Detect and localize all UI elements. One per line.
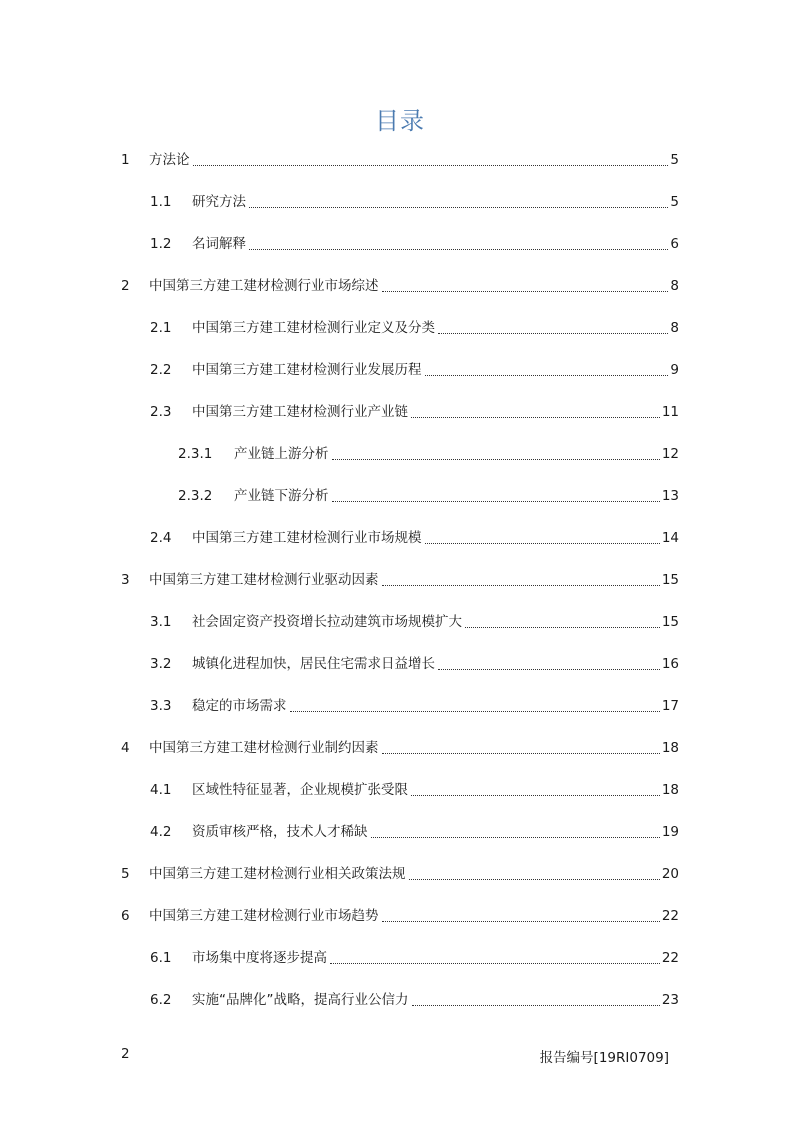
toc-dot-leader [330, 962, 660, 964]
toc-entry-label: 市场集中度将逐步提高 [192, 950, 327, 966]
toc-entry-page: 17 [661, 698, 679, 714]
toc-entry[interactable] [121, 265, 679, 307]
toc-entry-page: 5 [670, 152, 679, 168]
toc-entry-number: 5 [121, 866, 130, 882]
toc-entry-page: 19 [661, 824, 679, 840]
toc-entry-number: 3.1 [150, 614, 172, 630]
toc-dot-leader [411, 416, 660, 418]
toc-entry-page: 6 [670, 236, 679, 252]
toc-dot-leader [425, 542, 660, 544]
toc-entry-label: 名词解释 [192, 236, 246, 252]
toc-entry-page: 5 [670, 194, 679, 210]
toc-entry-label: 城镇化进程加快，居民住宅需求日益增长 [192, 656, 435, 672]
toc-entry[interactable] [150, 769, 679, 811]
toc-entry-label: 中国第三方建工建材检测行业市场综述 [149, 278, 379, 294]
toc-entry[interactable] [121, 853, 679, 895]
toc-entry[interactable] [150, 979, 679, 1021]
toc-entry-label: 中国第三方建工建材检测行业相关政策法规 [149, 866, 406, 882]
toc-dot-leader [438, 332, 668, 334]
footer-report-id: 报告编号[19RI0709] [539, 1050, 669, 1066]
toc-entry-label: 中国第三方建工建材检测行业产业链 [192, 404, 408, 420]
toc-entry-number: 2 [121, 278, 130, 294]
toc-entry-label: 区域性特征显著，企业规模扩张受限 [192, 782, 408, 798]
toc-entry-page: 22 [661, 950, 679, 966]
toc-entry-label: 产业链上游分析 [234, 446, 329, 462]
toc-entry[interactable] [178, 475, 679, 517]
toc-entry-page: 9 [670, 362, 679, 378]
toc-entry-label: 产业链下游分析 [234, 488, 329, 504]
toc-entry-label: 稳定的市场需求 [192, 698, 287, 714]
toc-entry-number: 6 [121, 908, 130, 924]
toc-entry-number: 2.2 [150, 362, 172, 378]
toc-entry-number: 1.1 [150, 194, 172, 210]
toc-dot-leader [332, 500, 660, 502]
toc-dot-leader [382, 920, 660, 922]
toc-entry-label: 研究方法 [192, 194, 246, 210]
toc-entry-number: 2.4 [150, 530, 172, 546]
toc-dot-leader [193, 164, 669, 166]
toc-entry-page: 22 [661, 908, 679, 924]
toc-entry[interactable] [178, 433, 679, 475]
toc-dot-leader [290, 710, 660, 712]
toc-dot-leader [332, 458, 660, 460]
toc-entry-number: 3 [121, 572, 130, 588]
toc-entry-page: 23 [661, 992, 679, 1008]
toc-entry-page: 12 [661, 446, 679, 462]
toc-entry-page: 11 [661, 404, 679, 420]
toc-entry[interactable] [121, 727, 679, 769]
toc-entry-page: 20 [661, 866, 679, 882]
page-title: 目录 [375, 107, 425, 135]
toc-entry-number: 6.1 [150, 950, 172, 966]
toc-dot-leader [411, 794, 660, 796]
toc-dot-leader [425, 374, 669, 376]
toc-entry-label: 中国第三方建工建材检测行业驱动因素 [149, 572, 379, 588]
toc-entry[interactable] [150, 349, 679, 391]
toc-entry-number: 2.3 [150, 404, 172, 420]
toc-entry-page: 8 [670, 278, 679, 294]
toc-entry[interactable] [150, 685, 679, 727]
toc-entry[interactable] [121, 895, 679, 937]
toc-entry-number: 2.3.1 [178, 446, 213, 462]
toc-entry-page: 13 [661, 488, 679, 504]
toc-dot-leader [409, 878, 660, 880]
toc-entry-label: 中国第三方建工建材检测行业市场规模 [192, 530, 422, 546]
toc-entry-label: 中国第三方建工建材检测行业发展历程 [192, 362, 422, 378]
toc-dot-leader [438, 668, 660, 670]
toc-dot-leader [382, 584, 660, 586]
toc-entry-number: 4.1 [150, 782, 172, 798]
toc-entry-label: 中国第三方建工建材检测行业定义及分类 [192, 320, 435, 336]
toc-entry[interactable] [150, 517, 679, 559]
toc-entry[interactable] [150, 601, 679, 643]
toc-entry-number: 2.1 [150, 320, 172, 336]
toc-entry-number: 1.2 [150, 236, 172, 252]
toc-entry-label: 实施“品牌化”战略，提高行业公信力 [192, 992, 409, 1008]
toc-entry-number: 3.2 [150, 656, 172, 672]
toc-entry-number: 1 [121, 152, 130, 168]
toc-entry-label: 资质审核严格，技术人才稀缺 [192, 824, 368, 840]
toc-entry-number: 2.3.2 [178, 488, 213, 504]
toc-dot-leader [249, 248, 668, 250]
toc-entry[interactable] [150, 937, 679, 979]
toc-dot-leader [382, 290, 669, 292]
toc-dot-leader [382, 752, 660, 754]
toc-entry-number: 6.2 [150, 992, 172, 1008]
toc-entry-page: 15 [661, 614, 679, 630]
toc-dot-leader [465, 626, 660, 628]
toc-entry[interactable] [121, 139, 679, 181]
toc-entry-page: 18 [661, 740, 679, 756]
toc-entry[interactable] [150, 307, 679, 349]
toc-entry-page: 18 [661, 782, 679, 798]
toc-entry-page: 8 [670, 320, 679, 336]
toc-dot-leader [249, 206, 668, 208]
toc-dot-leader [371, 836, 660, 838]
toc-dot-leader [412, 1004, 660, 1006]
toc-entry[interactable] [150, 811, 679, 853]
toc-entry-label: 中国第三方建工建材检测行业制约因素 [149, 740, 379, 756]
toc-entry[interactable] [150, 391, 679, 433]
toc-entry-page: 15 [661, 572, 679, 588]
toc-entry[interactable] [150, 223, 679, 265]
toc-entry-number: 4 [121, 740, 130, 756]
toc-entry-page: 14 [661, 530, 679, 546]
toc-entry-number: 3.3 [150, 698, 172, 714]
toc-entry[interactable] [150, 181, 679, 223]
footer-page-number: 2 [121, 1046, 130, 1062]
toc-entry-label: 方法论 [149, 152, 190, 168]
toc-entry-label: 中国第三方建工建材检测行业市场趋势 [149, 908, 379, 924]
toc-entry[interactable] [121, 559, 679, 601]
toc-entry-label: 社会固定资产投资增长拉动建筑市场规模扩大 [192, 614, 462, 630]
toc-entry-number: 4.2 [150, 824, 172, 840]
toc-entry-page: 16 [661, 656, 679, 672]
toc-entry[interactable] [150, 643, 679, 685]
